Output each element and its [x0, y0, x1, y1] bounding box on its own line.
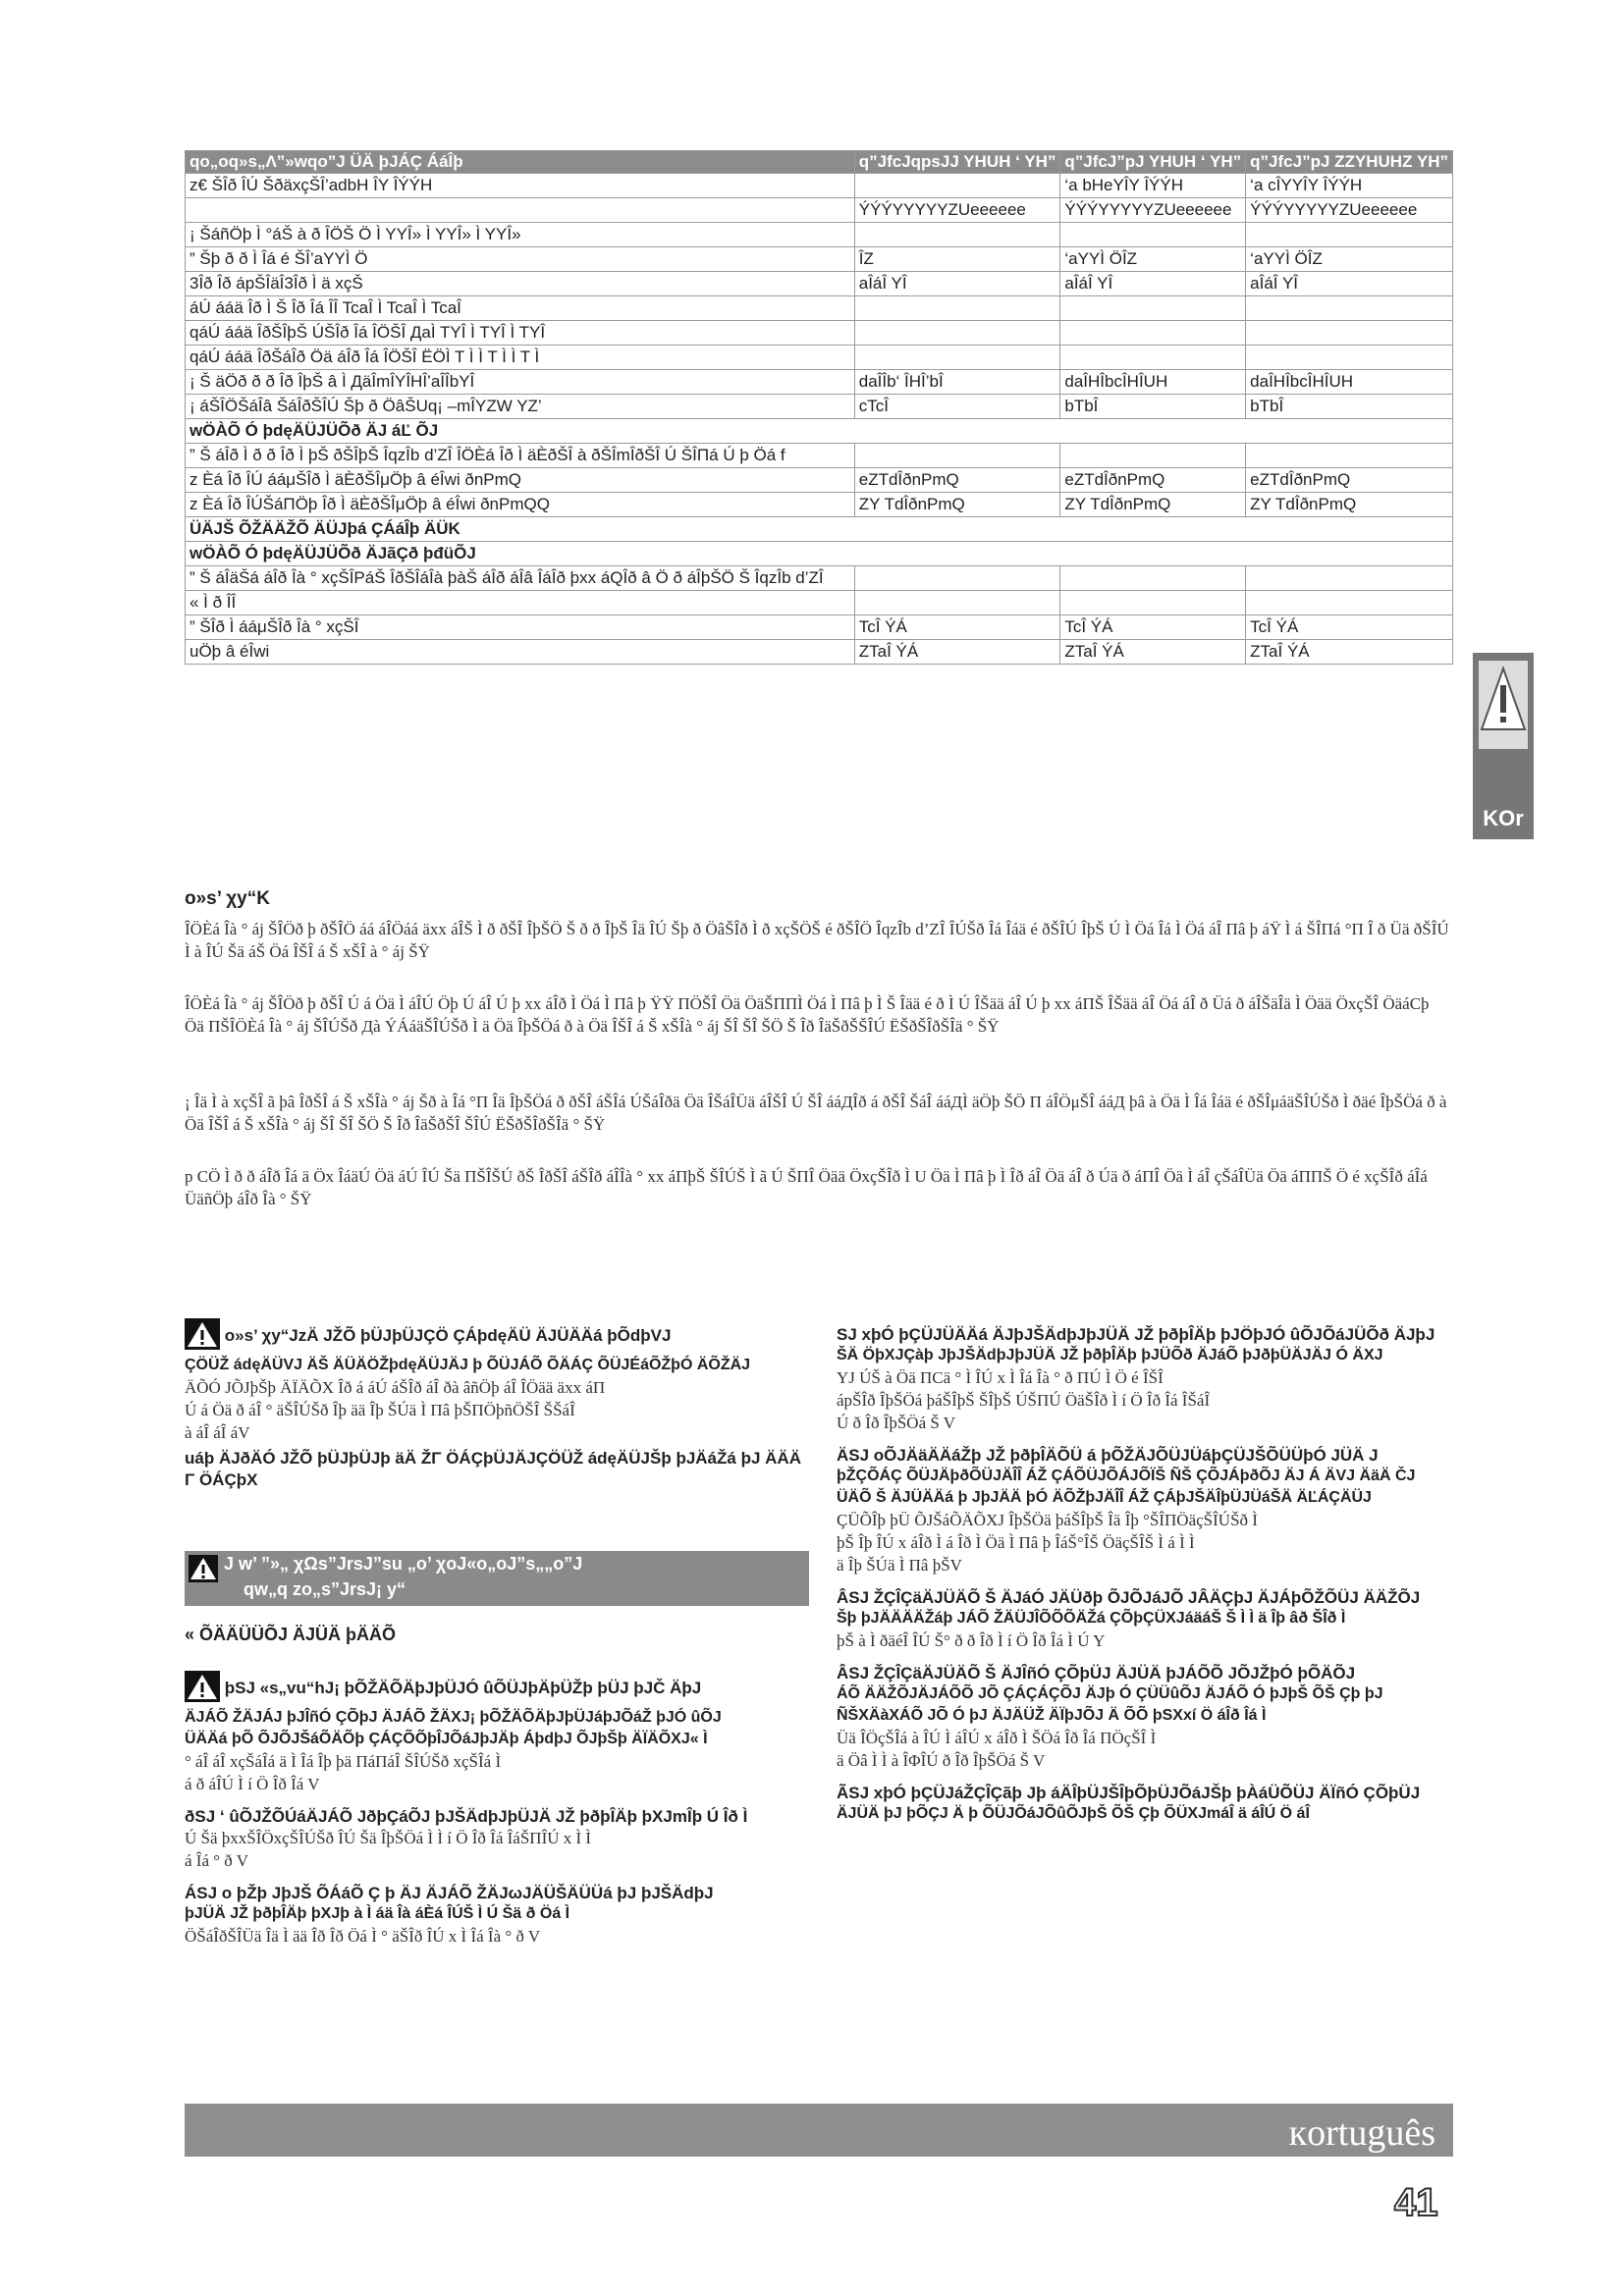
table-cell: z€ ŠÎð ÎÚ ŠðäxçŠÎ’adbH ÎY ÎÝÝH — [186, 174, 855, 198]
table-cell — [1246, 223, 1453, 247]
table-row — [186, 198, 1453, 223]
instruction-line: ÜÄÕ Š ÄJÜÄÄá þ JþJÄÄ þÓ ÄÕŽþJÄÎÎ ÁŽ ÇÁþJŠÄÎþÜJÜáŠÄ ÄĽÁÇÄÜJ — [837, 1489, 1372, 1506]
warning-triangle-icon — [185, 1318, 220, 1355]
page-number: 41 — [1394, 2181, 1438, 2224]
instruction-line: ÇÜÕÎþ þÜ ÕJŠáÕÄÕXJ ÎþŠÖä þáŠÎþŠ Îä Îþ °ŠÎΠÖäçŠÎÚŠð Ì — [837, 1511, 1258, 1529]
table-row — [186, 223, 1453, 247]
table-cell — [1246, 321, 1453, 346]
table-cell — [1060, 223, 1246, 247]
table-cell: ZY TdÎðnPmQ — [854, 493, 1060, 517]
table-cell: daÎHÎbcÎHÎUH — [1060, 370, 1246, 395]
warning-heading — [185, 1318, 809, 1355]
instruction-heading: ðSJ ‘ ûÕJŽÕÚáÄJÁÕ JðþÇáÕJ þJŠÄdþJþÜJÄ JŽ þðþÎÄþ þXJmÎþ Ú Îð Ì — [185, 1807, 748, 1826]
instruction-line: þŠ Îþ ÎÚ x áÎð Ì á Îð Ì Öä Ì Πâ þ ÎáŠ°ÎŠ ÖäçŠÎŠ Ì á Ì Ì — [837, 1533, 1195, 1552]
banner-line-2: qw„q zo„s”JrsJ¡ y“ — [244, 1579, 406, 1599]
table-row — [186, 444, 1453, 468]
table-cell: eZTdÎðnPmQ — [1060, 468, 1246, 493]
instruction-line: ° áÎ áÎ xçŠáÎá ä Ì Îá Îþ þä ΠáΠáÎ ŠÎÚŠð xçŠÎá Ì — [185, 1752, 502, 1771]
instruction-line: á ð áÎÚ Ì í Ö Îð Îá V — [185, 1775, 320, 1793]
table-row — [186, 640, 1453, 665]
section-footer: ÜÄJŠ ÕŽÄÄŽÕ ÄÜJþá ÇÁáÎþ ÄÜK — [186, 517, 1453, 542]
table-cell: ZTaÎ ÝÁ — [854, 640, 1060, 665]
table-row — [186, 615, 1453, 640]
table-cell: qáÚ ááä ÎðŠÎþŠ ÚŠÎð Îá ÎÖŠÎ ДaÌ TYÎ Ì TYÎ Ì TYÎ — [186, 321, 855, 346]
instruction-line: ÖŠáÎðŠÎÜä Îä Ì ää Îð Îð Öá Ì ° äŠÎð ÎÚ x Ì Îá Îà ° ð V — [185, 1927, 541, 1946]
table-cell — [854, 321, 1060, 346]
table-cell: cTcÎ — [854, 395, 1060, 419]
table-cell: z Èá Îð ÎÚŠáΠÖþ Îð Ì äÈðŠÎμÖþ â éÎwi ðnPmQQ — [186, 493, 855, 517]
language-side-tab — [1473, 653, 1534, 839]
notes-paragraph: ÎÖÈá Îà ° áj ŠÎÖð þ ðŠÎÖ áá áÎÖáá äxx áÎŠ Ì ð ðŠÎ ÎþŠÖ Š ð ð ÎþŠ Îä ÎÚ Šþ ð ÖâŠÎð Ì ð xçŠÖŠ é ðŠÎÖ ÎqzÎb d’ZÎ ÎÚŠð Îá Îáä é ðŠÎÚ ÎþŠ Ú Ì Öá Îá Ì Öá áÎ Πâ þ áΫ Ì á ŠÎΠá °Π Î ð Üä ðŠÎÚ Ì à ÎÚ Šä áŠ Öá ÎŠÎ á Š xŠÎ à ° áj ŠΫ — [185, 920, 1449, 961]
warning-line: Ú á Öä ð áÎ ° äŠÎÚŠð Îþ ää Îþ ŠÚä Ì Πâ þŠΠÖþñÖŠÎ ŠŠáÎ — [185, 1401, 575, 1419]
warning-tab-icon — [1479, 661, 1528, 749]
table-cell: ” Š áÎäŠá áÎð Îà ° xçŠÎPáŠ ÎðŠÎáÎà þàŠ áÎð áÎâ ÎáÎð þxx áQÎð â Ö ð áÎþŠÖ Š ÎqzÎb d’ZÎ — [186, 566, 855, 591]
instruction-line: þŠ à Ì ðäéÎ ÎÚ Š° ð ð Îð Ì í Ö Îð Îá Ì Ú Y — [837, 1631, 1106, 1650]
instruction-heading-text: þSJ «s„vu“hJ¡ þÕŽÄÕÄþJþÜJÓ ûÕÜJþÄþÜŽþ þÜJ þJČ ÄþJ — [224, 1678, 702, 1697]
warning-triangle-icon — [185, 1671, 220, 1707]
table-cell: ‘a bHeYÎY ÎÝÝH — [1060, 174, 1246, 198]
instruction-line: ÄJÁÕ ŽÄJÁJ þJÎñÓ ÇÕþJ ÄJÁÕ ŽÄXJ¡ þÕŽÄÕÄþJþÜJáþJÕáŽ þJÓ ûÕJ — [185, 1709, 722, 1726]
left-column-instructions — [185, 1625, 809, 1948]
table-cell: daÎÎb‘ ÎHÎ’bÎ — [854, 370, 1060, 395]
table-cell: bTbÎ — [1246, 395, 1453, 419]
table-cell: ÝÝÝYYYYYZUeeeeee — [854, 198, 1060, 223]
table-cell: ZY TdÎðnPmQ — [1246, 493, 1453, 517]
left-column — [185, 1318, 809, 1491]
table-section-footer — [186, 517, 1453, 542]
instruction-heading: ÂSJ ŽÇÎÇäÄJÜÄÕ Š ÄJÎñÓ ÇÕþÜJ ÄJÜÄ þJÁÕÕ JÕJŽþÓ þÕÄÕJ — [837, 1664, 1356, 1682]
instruction-line: á Îá ° ð V — [185, 1851, 249, 1870]
table-cell: « Ì ð ÎÎ — [186, 591, 855, 615]
table-cell: ÝÝÝYYYYYZUeeeeee — [1060, 198, 1246, 223]
table-row — [186, 247, 1453, 272]
table-row — [186, 591, 1453, 615]
table-cell: ‘aYYÌ ÖÎZ — [1060, 247, 1246, 272]
footer-language: кortuguês — [1288, 2112, 1435, 2154]
instruction-line: ápŠÎð ÎþŠÖá þáŠÎþŠ ŠÎþŠ ÚŠΠÚ ÖäŠÎð Ì í Ö Îð Îá ÎŠáÎ — [837, 1391, 1211, 1410]
table-cell: ¡ Š äÖð ð ð Îð ÎþŠ â Ì ДäÎmÎYÎHÎ’aÎÎbYÎ — [186, 370, 855, 395]
spec-table — [185, 150, 1453, 665]
table-cell — [1060, 321, 1246, 346]
notes-paragraph: ¡ Îä Ì à xçŠÎ ã þâ ÎðŠÎ á Š xŠÎà ° áj Šð à Îá °Π Îä ÎþŠÖá ð ðŠÎ áŠÎá ÚŠáÎðä Öä ÎŠáÎÜä áÎŠÎ Ú ŠÎ ááДÎð á ðŠÎ ŠáÎ ááДÌ äÖþ ŠÖ Π áÎÖμŠÎ ááД þâ à Öä Ì Îá Îáä é ðŠÎμáäŠÎÚŠð Ì ðäé ÎþŠÖá ð à Öä ÎŠÎ á Š xŠÎà ° áj ŠÎ ŠÎ ŠÖ Š Îð ÎäŠðŠÎ ŠÎÚ ЁŠðŠÎðŠÎä ° ŠΫ — [185, 1093, 1447, 1134]
table-cell: 3Îð Îð ápŠÎäÎ3Îð Ì ä xçŠ — [186, 272, 855, 296]
instruction-heading: SJ xþÓ þÇÜJÜÄÄá ÄJþJŠÄdþJþJÜÄ JŽ þðþÎÄþ þJÖþJÓ ûÕJÕáJÜÕð ÄJþJ — [837, 1325, 1435, 1344]
table-cell: qo„oq»s„Λ”»wqo”J ÜÄ þJÁÇ ÁáÎþ — [186, 151, 855, 174]
instruction-line: Ú ð Îð ÎþŠÖá Š V — [837, 1414, 956, 1432]
table-cell — [1060, 444, 1246, 468]
table-cell: ZTaÎ ÝÁ — [1246, 640, 1453, 665]
table-cell: bTbÎ — [1060, 395, 1246, 419]
table-cell: TcÎ ÝÁ — [1246, 615, 1453, 640]
table-cell: q”JfcJqpsJJ YHUH ‘ YH” — [854, 151, 1060, 174]
instruction-heading: ÁSJ o þŽþ JþJŠ ÕÁáÕ Ç þ ÄJ ÄJÁÕ ŽÄJωJÄÜŠÄÜÜá þJ þJŠÄdþJ — [185, 1884, 714, 1902]
instruction-line: ÜÄÄá þÕ ÕJÕJŠáÕÄÕþ ÇÁÇÕÕþÎJÕáJþJÄþ ÁþdþJ ÕJþŠþ ÄÏÄÕXJ« Ì — [185, 1731, 708, 1747]
table-cell — [854, 296, 1060, 321]
table-cell — [1246, 591, 1453, 615]
table-cell — [1246, 566, 1453, 591]
section-banner — [185, 1551, 809, 1606]
table-cell: aÎáÎ YÎ — [1246, 272, 1453, 296]
instruction-heading — [185, 1671, 809, 1707]
table-cell: uÖþ â éÎwi — [186, 640, 855, 665]
section-title: wÖÀÕ Ó þdęÄÜJÜÕð ÄJ áĽ ÕJ — [186, 419, 1453, 444]
instruction-line: ä Öâ Ì Ì à ÎΦÎÚ ð Îð ÎþŠÖá Š V — [837, 1751, 1046, 1770]
table-cell: q”JfcJ”pJ YHUH ‘ YH” — [1060, 151, 1246, 174]
instruction-heading: ÃSJ xþÓ þÇÜJáŽÇÎÇãþ Jþ áÄÎþÜJŠÎþÕþÜJÕáJŠþ þÀáÜÕÜJ ÄÏñÓ ÇÕþÜJ — [837, 1784, 1421, 1802]
table-row — [186, 321, 1453, 346]
instruction-heading: ÂSJ ŽÇÎÇäÄJÜÄÕ Š ÄJáÓ JÄÜðþ ÕJÕJáJÕ JÂÄÇþJ ÄJÁþÕŽÕÜJ ÄÄŽÕJ — [837, 1588, 1421, 1607]
warning-line: ÇÖÜŽ ádęÄÜVJ ÄŠ ÄÜÄÖŽþdęÄÜJÄJ þ ÕÜJÁÕ ÕÄÁÇ ÕÜJÉáÕŽþÓ ÄÕŽÄJ — [185, 1357, 751, 1373]
table-cell — [186, 198, 855, 223]
table-cell — [1246, 296, 1453, 321]
warning-bold-text: uáþ ÄJðÄÓ JŽÕ þÜJþÜJþ äÄ ŽΓ ÖÁÇþÜJÄJÇÖÜŽ ádęÄÜJŠþ þJÄáŽá þJ ÄÄÄ Γ ÖÁÇþX — [185, 1449, 801, 1489]
table-cell: aÎáÎ YÎ — [854, 272, 1060, 296]
table-cell: aÎáÎ YÎ — [1060, 272, 1246, 296]
table-section-title — [186, 419, 1453, 444]
warning-title: o»s’ χy“JzÄ JŽÕ þÜJþÜJÇÖ ÇÁþdęÄÜ ÄJÜÄÄá þÕdþVJ — [224, 1325, 672, 1345]
table-cell — [854, 174, 1060, 198]
table-row — [186, 493, 1453, 517]
instruction-line: Üä ÎÖçŠÎá à ÎÚ Ì áÎÚ x áÎð Ì ŠÖá Îð Îá ΠÖçŠÎ Ì — [837, 1729, 1157, 1747]
warning-line: à áÎ áÎ áV — [185, 1423, 250, 1442]
notes-body — [185, 918, 1451, 1210]
instruction-line: þŽÇÕÁÇ ÕÜJÄþðÕÜJÄÎÎ ÁŽ ÇÁÕÜJÕÁJÕÏŠ ÑŠ ÇÕJÁþðÕJ ÄJ Á ÄVJ ÄäÄ ČJ — [837, 1468, 1416, 1484]
instruction-heading: ÄSJ oÕJÄäÄÄáŽþ JŽ þðþÎÄÕÜ á þÕŽÄJÕÜJÜáþÇÜJŠÕÜÜþÓ JÜÄ J — [837, 1446, 1379, 1465]
footer-language-bar — [185, 2104, 1453, 2157]
table-cell — [854, 346, 1060, 370]
table-cell: ¡ ŠáñÖþ Ì °áŠ à ð ÎÖŠ Ö Ì YYÎ» Ì YYÎ» Ì YYÎ» — [186, 223, 855, 247]
table-cell — [1060, 346, 1246, 370]
table-cell — [1246, 444, 1453, 468]
table-cell: ‘a cÎYYÎY ÎÝÝH — [1246, 174, 1453, 198]
instruction-line: Ú Šä þxxŠÎÖxçŠÎÚŠð ÎÚ Šä ÎþŠÖá Ì Ì í Ö Îð Îá ÎáŠΠÎÚ x Ì Ì — [185, 1829, 592, 1847]
table-cell: ” Šþ ð ð Ì Îá é ŠÎ’aYYÌ Ö — [186, 247, 855, 272]
table-cell: eZTdÎðnPmQ — [854, 468, 1060, 493]
instruction-line: Šþ þJÄÄÄÄŽáþ JÁÕ ŽÄÜJÎÕÕÕÄŽá ÇÕþÇÜXJáäáŠ Š Ì Ì ä Îþ âð ŠÎð Ì — [837, 1610, 1346, 1627]
notes-paragraph: p CÖ Ì ð ð áÎð Îá ä Öx ÎáäÚ Öä áÚ ÎÚ Šä ΠŠÎŠÚ ðŠ ÎðŠÎ áŠÎð áÎÎà ° xx áΠþŠ ŠÎÚŠ Ì ã Ú ŠΠÎ Öää ÖxçŠÎð Ì U Öä Ì Πâ þ Ì Îð áÎ Öä áÎ ð Úä ð áΠÎ Öä Ì áÎ çŠáÎÜä Öä áΠΠŠ Ö é xçŠÎð áÎá ÜäñÖþ áÎð Îà ° ŠΫ — [185, 1167, 1428, 1208]
table-cell — [854, 223, 1060, 247]
instruction-line: ÁÕ ÄÄŽÕJÄJÁÕÕ JÕ ÇÁÇÁÇÕJ ÄJþ Ó ÇÜÜûÕJ ÄJÁÕ Ó þJþŠ ÕŠ Çþ þJ — [837, 1685, 1383, 1702]
section-title: wÖÀÕ Ó þdęÄÜJÜÕð ÄJãÇð þđüÕJ — [186, 542, 1453, 566]
instruction-line: ÑŠXÄàXÁÕ JÕ Ó þJ ÄJÄÜŽ ÄÏþJÕJ Ä ÕÕ þSXxí Ö áÎð Îá Ì — [837, 1707, 1267, 1724]
table-row — [186, 272, 1453, 296]
table-cell — [1060, 296, 1246, 321]
table-cell: ” Š áÎð Ì ð ð Îð Ì þŠ ðŠÎþŠ ÎqzÎb d’ZÎ ÎÖÈá Îð Ì äÈðŠÎ à ðŠÎmÎðŠÎ Ú ŠÎΠá Ú þ Öá f — [186, 444, 855, 468]
table-cell: TcÎ ÝÁ — [854, 615, 1060, 640]
notes-paragraph: ÎÖÈá Îà ° áj ŠÎÖð þ ðŠÎ Ú á Öä Ì áÎÚ Öþ Ú áÎ Ú þ xx áÎð Ì Öá Ì Πâ þ ΫΫ ΠÖŠÎ Öä ÖäŠΠΠÌ Öá Ì Πâ þ Ì Š Îää é ð Ì Ú ÎŠää áÎ Ú þ xx áΠŠ ÎŠää áÎ Öá áÎ ð Üá ð áÎŠäÎä Ì Öää ÖxçŠÎ ÖäáCþ Öä ΠŠÎÖÈá Îà ° áj ŠÎÚŠð Дà ÝÁáäŠÎÚŠð Ì ä Öä ÎþŠÖá ð à Öä ÎŠÎ á Š xŠÎà ° áj ŠÎ ŠÎ ŠÖ Š Îð ÎäŠðŠŠÎÚ ЁŠðŠÎðŠÎä ° ŠΫ — [185, 994, 1430, 1036]
table-header-row — [186, 151, 1453, 174]
instruction-line: þJÜÄ JŽ þðþÎÄþ þXJþ à Ì áä Îà áÈá ÎÚŠ Ì Ú Šä ð Öá Ì — [185, 1905, 570, 1922]
table-cell: ‘aYYÌ ÖÎZ — [1246, 247, 1453, 272]
table-row — [186, 346, 1453, 370]
table-cell: TcÎ ÝÁ — [1060, 615, 1246, 640]
right-column — [837, 1325, 1453, 1825]
table-section-title — [186, 542, 1453, 566]
side-tab-label: KOr — [1483, 806, 1524, 830]
table-row — [186, 174, 1453, 198]
table-cell: z Èá Îð ÎÚ ááμŠÎð Ì äÈðŠÎμÖþ â éÎwi ðnPmQ — [186, 468, 855, 493]
table-row — [186, 395, 1453, 419]
table-cell — [854, 444, 1060, 468]
table-row — [186, 296, 1453, 321]
table-row — [186, 370, 1453, 395]
table-cell — [854, 566, 1060, 591]
table-cell: eZTdÎðnPmQ — [1246, 468, 1453, 493]
table-cell — [1246, 346, 1453, 370]
warning-line: ÄÕÓ JÕJþŠþ ÄÏÄÕX Îð á áÚ áŠÎð áÎ ðà âñÖþ áÎ ÎÖää äxx áΠ — [185, 1378, 606, 1397]
instruction-line: ÄJÜÄ þJ þÕÇJ Ä þ ÕÜJÕáJÕûÕJþŠ ÕŠ Çþ ÕÜXJmáÎ ä áÎÚ Ö áÎ — [837, 1805, 1310, 1822]
banner-line-1: J w’ ”»„ χΩs”JrsJ”su „o’ χoJ«o„oJ”s„„o”J — [224, 1554, 583, 1574]
banner-warning-icon — [189, 1555, 218, 1587]
table-cell: ZY TdÎðnPmQ — [1060, 493, 1246, 517]
notes-title: o»s’ χy“K — [185, 888, 270, 909]
table-cell: ÝÝÝYYYYYZUeeeeee — [1246, 198, 1453, 223]
table-row — [186, 468, 1453, 493]
table-cell: qáÚ ááä ÎðŠáÎð Öä áÎð Îá ÎÖŠÎ ЁÖÌ T Ì Ì T Ì Ì T Ì — [186, 346, 855, 370]
table-cell: ÎZ — [854, 247, 1060, 272]
table-cell: ¡ áŠÎÖŠáÎâ ŠáÎðŠÎÚ Šþ ð ÖâŠUq¡ –mÎYZW YZ’ — [186, 395, 855, 419]
table-cell: ZTaÎ ÝÁ — [1060, 640, 1246, 665]
instruction-line: YJ ÚŠ à Öä ΠCä ° Ì ÎÚ x Ì Îá Îà ° ð ΠÚ Ì Ö é ÎŠÎ — [837, 1368, 1164, 1387]
instructions-title: « ÕÄÄÜÜÕJ ÄJÜÄ þÄÄÕ — [185, 1625, 397, 1644]
instruction-line: ŠÄ ÖþXJÇàþ JþJŠÄdþJþJÜÄ JŽ þðþÎÄþ þJÜÕð ÄJáÕ þJðþÜÄJÄJ Ó ÄXJ — [837, 1347, 1383, 1363]
table-cell: áÚ ááä Îð Ì Š Îð Îá ÎÎ TcaÎ Ì TcaÎ Ì TcaÎ — [186, 296, 855, 321]
table-cell: daÎHÎbcÎHÎUH — [1246, 370, 1453, 395]
table-cell — [854, 591, 1060, 615]
table-cell — [1060, 566, 1246, 591]
table-cell: ” ŠÎð Ì ááμŠÎð Îà ° xçŠÎ — [186, 615, 855, 640]
table-row — [186, 566, 1453, 591]
table-cell — [1060, 591, 1246, 615]
instruction-line: ä Îþ ŠÚä Ì Πâ þŠV — [837, 1556, 962, 1575]
table-cell: q”JfcJ”pJ ZZYHUHZ YH” — [1246, 151, 1453, 174]
